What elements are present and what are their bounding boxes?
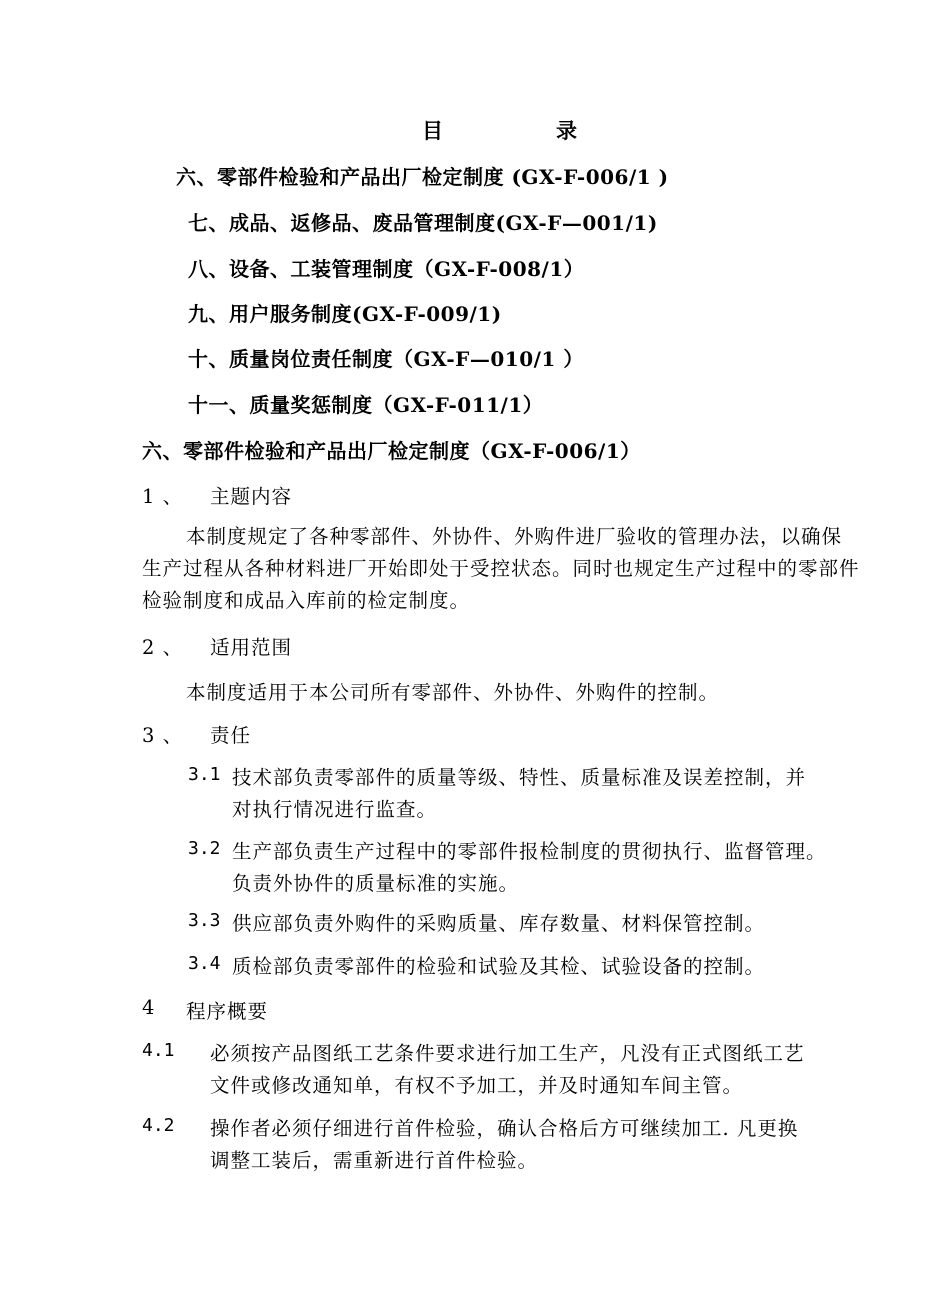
item-4-2-line2: 调整工装后，需重新进行首件检验。 — [210, 1149, 539, 1172]
section-2-title: 适用范围 — [210, 636, 293, 659]
section-3-title: 责任 — [210, 724, 252, 747]
item-3-4-number: 3.4 — [188, 953, 221, 974]
toc-item: 六、零部件检验和产品出厂检定制度 (GX-F-006/1 ) — [176, 165, 669, 189]
item-4-1-line2: 文件或修改通知单，有权不予加工，并及时通知车间主管。 — [210, 1074, 744, 1097]
item-3-2-number: 3.2 — [188, 838, 221, 859]
section-heading: 六、零部件检验和产品出厂检定制度（GX-F-006/1） — [142, 439, 641, 463]
item-3-2-line2: 负责外协件的质量标准的实施。 — [232, 872, 520, 895]
toc-item: 十一、质量奖惩制度（GX-F-011/1） — [188, 393, 544, 417]
toc-item: 八、设备、工装管理制度（GX-F-008/1） — [188, 257, 585, 281]
section-2-number: 2 、 — [142, 636, 184, 659]
section-1-paragraph: 本制度规定了各种零部件、外协件、外购件进厂验收的管理办法，以确保生产过程从各种材料进厂开始即处于受控状态。同时也规定生产过程中的零部件检验制度和成品入库前的检定制度。 — [142, 525, 860, 612]
section-1-title: 主题内容 — [210, 485, 293, 508]
section-3-number: 3 、 — [142, 724, 184, 747]
item-3-1-line2: 对执行情况进行监查。 — [232, 798, 438, 821]
item-3-1-number: 3.1 — [188, 764, 221, 785]
toc-title-right: 录 — [556, 118, 577, 143]
item-3-4-line1: 质检部负责零部件的检验和试验及其检、试验设备的控制。 — [232, 955, 766, 978]
item-3-1-line1: 技术部负责零部件的质量等级、特性、质量标准及误差控制，并 — [232, 766, 807, 789]
item-3-3-line1: 供应部负责外购件的采购质量、库存数量、材料保管控制。 — [232, 912, 766, 935]
item-3-3-number: 3.3 — [188, 910, 221, 931]
toc-item: 七、成品、返修品、废品管理制度(GX-F—001/1) — [188, 211, 658, 235]
item-4-2-number: 4.2 — [142, 1115, 175, 1136]
toc-title-left: 目 — [422, 118, 443, 143]
section-1-number: 1 、 — [142, 485, 184, 508]
section-4-title: 程序概要 — [186, 1000, 269, 1023]
toc-item: 九、用户服务制度(GX-F-009/1) — [188, 302, 502, 326]
item-4-1-number: 4.1 — [142, 1040, 175, 1061]
item-3-2-line1: 生产部负责生产过程中的零部件报检制度的贯彻执行、监督管理。 — [232, 840, 827, 863]
section-4-number: 4 — [142, 996, 156, 1019]
item-4-1-line1: 必须按产品图纸工艺条件要求进行加工生产，凡没有正式图纸工艺 — [210, 1042, 805, 1065]
section-2-paragraph: 本制度适用于本公司所有零部件、外协件、外购件的控制。 — [186, 681, 720, 704]
item-4-2-line1: 操作者必须仔细进行首件检验，确认合格后方可继续加工. 凡更换 — [210, 1117, 799, 1140]
toc-item: 十、质量岗位责任制度（GX-F—010/1 ） — [188, 347, 584, 371]
